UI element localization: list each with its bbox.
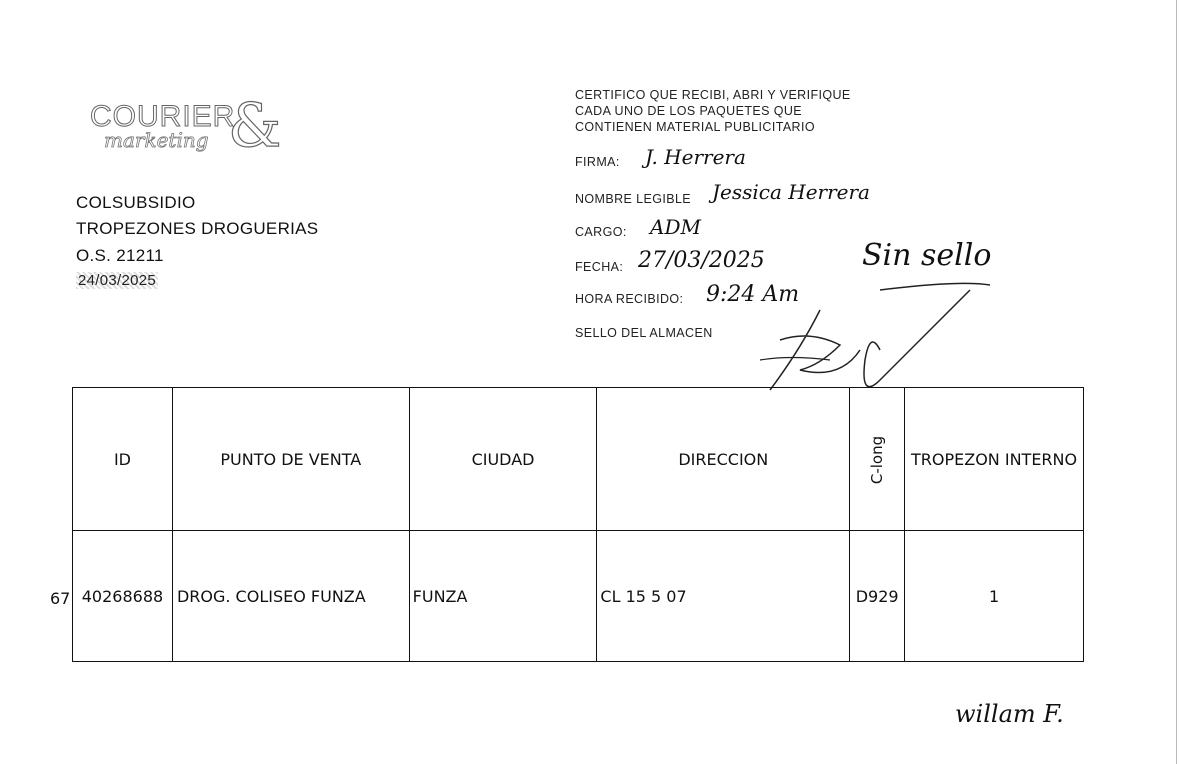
- fecha-value: 27/03/2025: [638, 248, 765, 273]
- header-ciudad: CIUDAD: [409, 388, 597, 531]
- cell-c-long: D929: [850, 531, 905, 662]
- nombre-label: NOMBRE LEGIBLE: [575, 192, 692, 206]
- hora-label: HORA RECIBIDO:: [575, 292, 684, 306]
- certificate-line-3: CONTIENEN MATERIAL PUBLICITARIO: [575, 120, 815, 134]
- cell-id: 40268688: [73, 531, 173, 662]
- header-c-long-text: C-long: [868, 435, 887, 484]
- delivery-table: [72, 387, 1084, 662]
- certificate-line-2: CADA UNO DE LOS PAQUETES QUE: [575, 104, 802, 118]
- logo-courier-text: COURIER: [90, 100, 236, 133]
- certificate-statement: [575, 87, 915, 135]
- cell-tropezon: 1: [905, 531, 1084, 662]
- nombre-value: Jessica Herrera: [712, 180, 870, 204]
- logo-marketing-text: marketing: [104, 128, 209, 152]
- client-name: COLSUBSIDIO: [76, 193, 196, 212]
- header-id: ID: [73, 388, 173, 531]
- cell-direccion: CL 15 5 07: [597, 531, 850, 662]
- header-punto-de-venta: PUNTO DE VENTA: [172, 388, 409, 531]
- cell-ciudad: FUNZA: [409, 531, 597, 662]
- table-row: [73, 531, 1084, 662]
- table-header-row: [73, 388, 1084, 531]
- header-direccion: DIRECCION: [597, 388, 850, 531]
- firma-value: J. Herrera: [645, 145, 746, 169]
- sello-label: SELLO DEL ALMACEN: [575, 326, 713, 340]
- sello-note: Sin sello: [862, 238, 992, 273]
- header-tropezon-interno: TROPEZON INTERNO: [905, 388, 1084, 531]
- fecha-label: FECHA:: [575, 260, 624, 274]
- hora-value: 9:24 Am: [706, 282, 800, 307]
- certificate-line-1: CERTIFICO QUE RECIBI, ABRI Y VERIFIQUE: [575, 88, 851, 102]
- cargo-label: CARGO:: [575, 225, 627, 239]
- logo-ampersand: &: [228, 91, 282, 161]
- cargo-value: ADM: [650, 215, 701, 239]
- header-date: 24/03/2025: [78, 272, 157, 289]
- service-order: O.S. 21211: [76, 246, 164, 265]
- scan-edge-line: [1176, 0, 1177, 764]
- cell-punto: DROG. COLISEO FUNZA: [172, 531, 409, 662]
- footer-signature-note: willam F.: [955, 700, 1064, 728]
- row-number: 67: [50, 589, 71, 608]
- firma-label: FIRMA:: [575, 155, 620, 169]
- client-subtitle: TROPEZONES DROGUERIAS: [76, 219, 319, 238]
- header-c-long: [850, 388, 905, 531]
